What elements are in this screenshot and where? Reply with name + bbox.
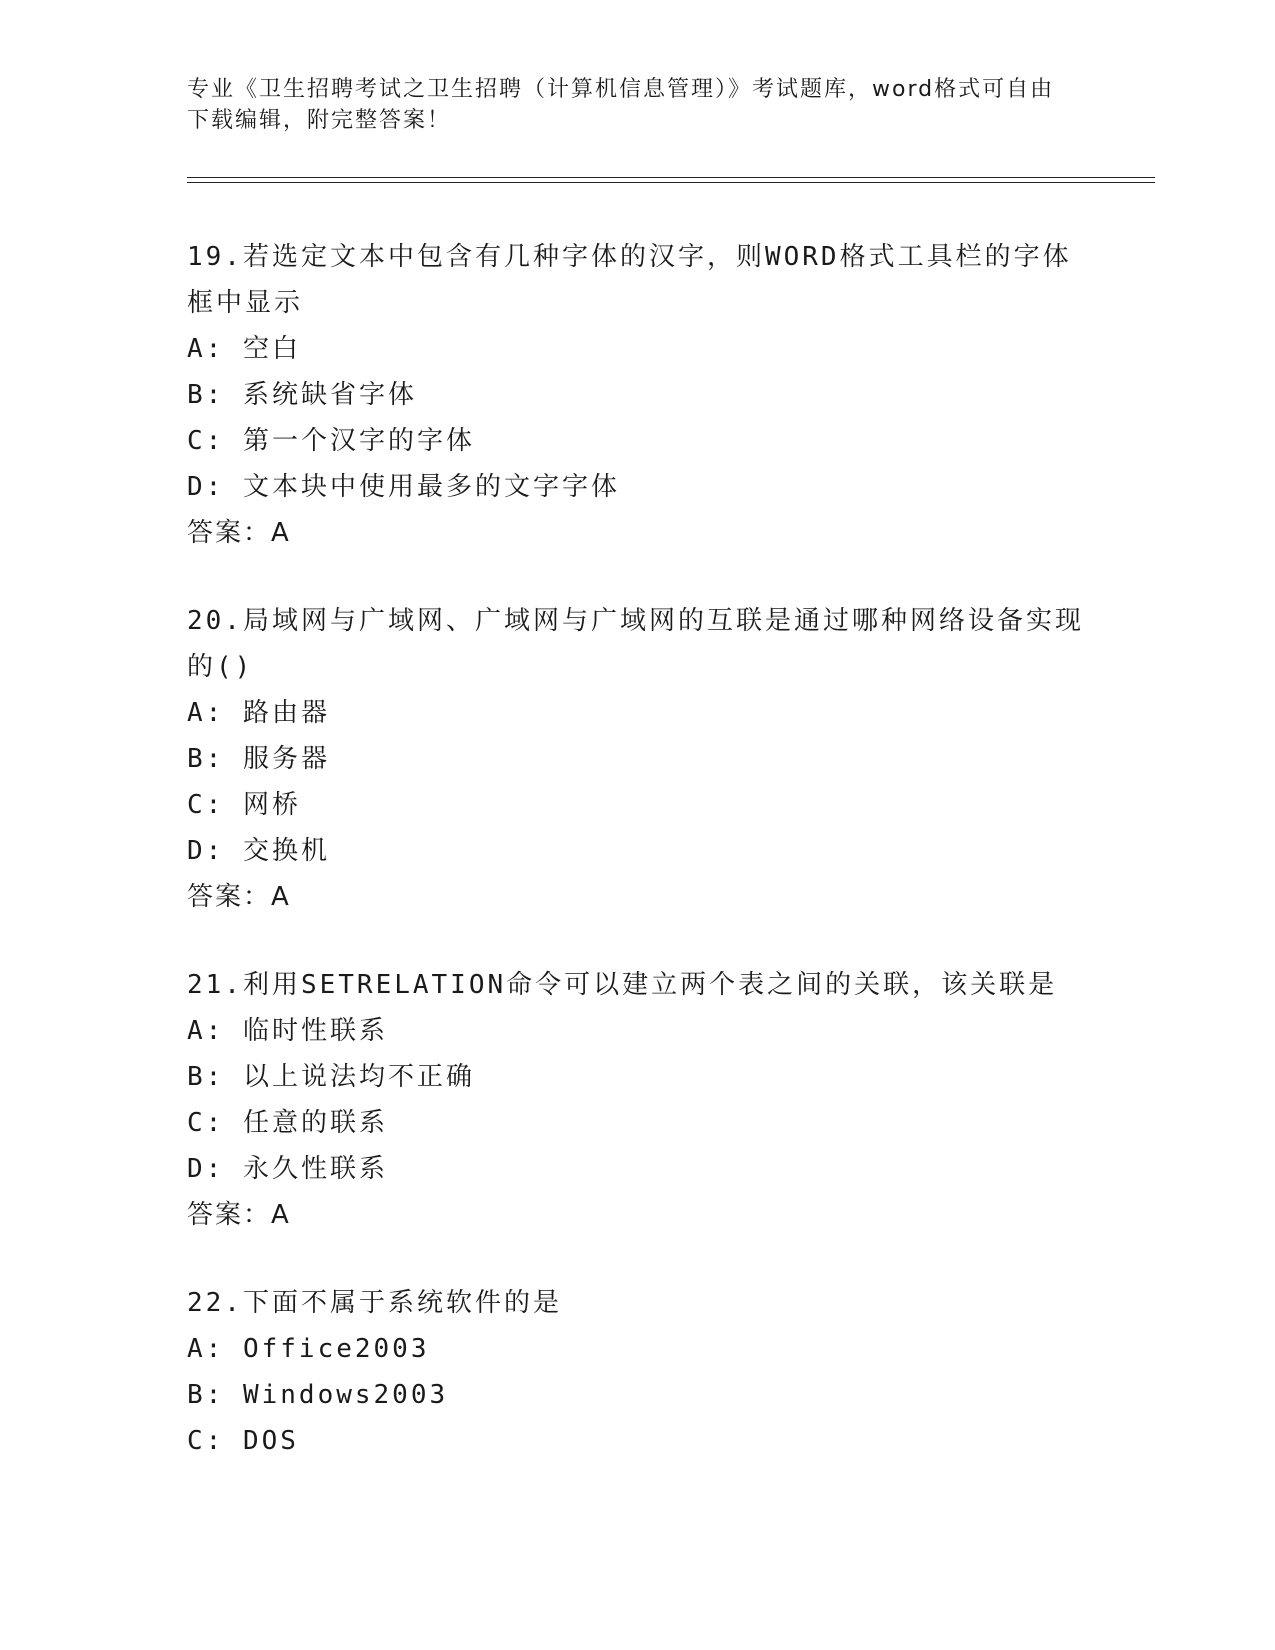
header-divider-top [187, 177, 1155, 178]
option-c: C: 第一个汉字的字体 [187, 426, 475, 456]
header-divider-bottom [187, 182, 1155, 183]
answer: 答案：A [187, 518, 291, 548]
option-d: D: 交换机 [187, 836, 330, 866]
question-21 [187, 962, 1087, 1238]
option-b: B: Windows2003 [187, 1380, 449, 1410]
question-stem: 20.局域网与广域网、广域网与广域网的互联是通过哪种网络设备实现的() [187, 606, 1084, 682]
option-a: A: 路由器 [187, 698, 330, 728]
answer: 答案：A [187, 882, 291, 912]
answer: 答案：A [187, 1200, 291, 1230]
question-22 [187, 1280, 1087, 1464]
option-c: C: DOS [187, 1426, 299, 1456]
option-b: B: 服务器 [187, 744, 330, 774]
question-stem: 22.下面不属于系统软件的是 [187, 1288, 562, 1318]
question-20 [187, 598, 1087, 920]
question-19 [187, 234, 1087, 556]
option-a: A: Office2003 [187, 1334, 430, 1364]
option-d: D: 文本块中使用最多的文字字体 [187, 472, 620, 502]
question-stem: 19.若选定文本中包含有几种字体的汉字，则WORD格式工具栏的字体框中显示 [187, 242, 1072, 318]
option-c: C: 任意的联系 [187, 1108, 388, 1138]
option-d: D: 永久性联系 [187, 1154, 388, 1184]
question-stem: 21.利用SETRELATION命令可以建立两个表之间的关联，该关联是 [187, 970, 1058, 1000]
option-a: A: 临时性联系 [187, 1016, 388, 1046]
document-header: 专业《卫生招聘考试之卫生招聘（计算机信息管理）》考试题库，word格式可自由下载编辑，附完整答案！ [187, 77, 1055, 133]
option-b: B: 以上说法均不正确 [187, 1062, 475, 1092]
option-b: B: 系统缺省字体 [187, 380, 417, 410]
option-c: C: 网桥 [187, 790, 301, 820]
option-a: A: 空白 [187, 334, 301, 364]
